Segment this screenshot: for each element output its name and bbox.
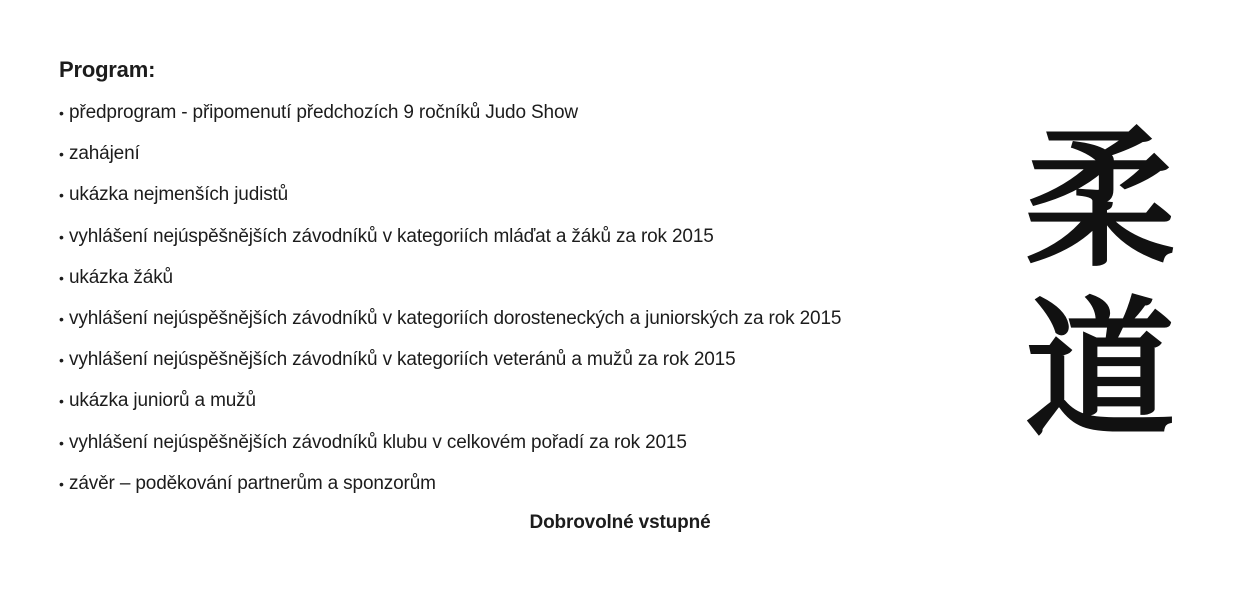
- judo-calligraphy: [1010, 112, 1190, 465]
- bullet-icon: •: [59, 269, 64, 286]
- program-heading: Program:: [59, 57, 156, 82]
- calligraphy-ju-glyph: 柔: [1024, 112, 1175, 288]
- bullet-icon: •: [59, 228, 64, 245]
- program-item-text: ukázka žáků: [69, 266, 173, 288]
- program-item: [59, 99, 959, 140]
- program-item: [59, 181, 959, 222]
- bullet-icon: •: [59, 105, 64, 121]
- bullet-icon: •: [59, 393, 64, 410]
- bullet-icon: •: [59, 146, 64, 163]
- program-item-text: vyhlášení nejúspěšnějších závodníků klubu v celkovém pořadí za rok 2015: [69, 431, 687, 453]
- bullet-icon: •: [59, 310, 64, 327]
- program-item: [59, 305, 959, 346]
- program-item-text: předprogram - připomenutí předchozích 9 ročníků Judo Show: [69, 102, 578, 123]
- admission-note: Dobrovolné vstupné: [529, 512, 711, 533]
- program-item: [59, 429, 959, 470]
- program-item: [59, 470, 959, 511]
- program-item-text: vyhlášení nejúspěšnějších závodníků v kategoriích mláďat a žáků za rok 2015: [69, 225, 714, 247]
- calligraphy-do-glyph: 道: [1024, 282, 1175, 458]
- bullet-icon: •: [59, 352, 64, 369]
- program-item: [59, 387, 959, 428]
- program-item: [59, 264, 959, 305]
- program-item-text: ukázka juniorů a mužů: [69, 390, 256, 412]
- program-list: [59, 99, 959, 511]
- program-item-text: vyhlášení nejúspěšnějších závodníků v kategoriích dorosteneckých a juniorských za rok 2015: [69, 307, 842, 329]
- program-item: [59, 223, 959, 264]
- program-item: [59, 140, 959, 181]
- program-item-text: závěr – poděkování partnerům a sponzorům: [69, 472, 436, 494]
- program-item-text: zahájení: [69, 143, 140, 165]
- program-item-text: ukázka nejmenších judistů: [69, 184, 289, 206]
- bullet-icon: •: [59, 434, 64, 451]
- bullet-icon: •: [59, 475, 64, 492]
- program-item-text: vyhlášení nejúspěšnějších závodníků v kategoriích veteránů a mužů za rok 2015: [69, 349, 736, 371]
- bullet-icon: •: [59, 187, 64, 204]
- program-item: [59, 346, 959, 387]
